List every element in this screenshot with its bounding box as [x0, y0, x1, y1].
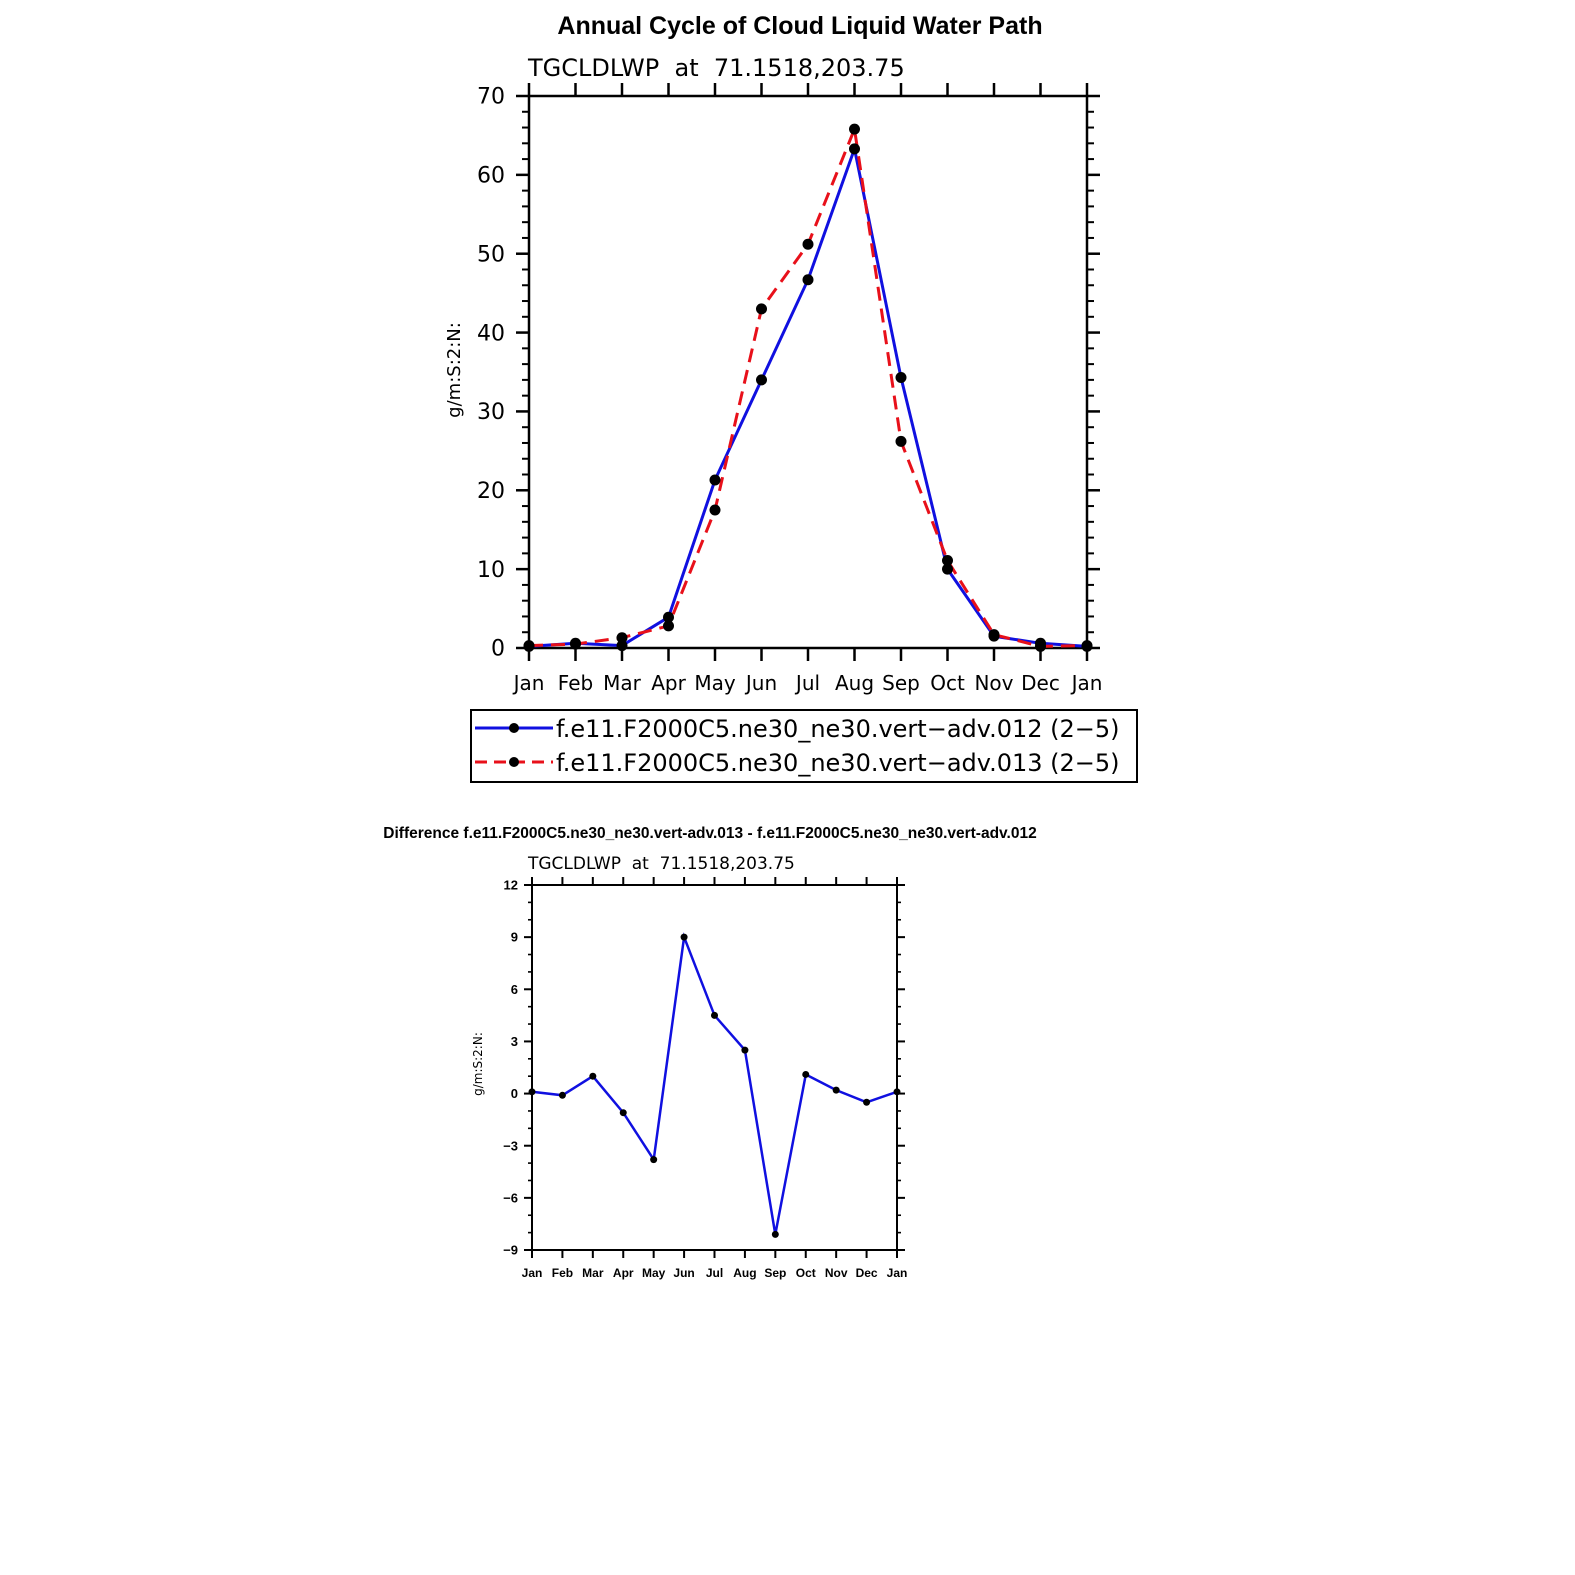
- bottom-chart-series-1-point: [863, 1099, 870, 1106]
- top-chart-series-1-point: [710, 475, 721, 486]
- top-chart-y-tick-label: 50: [477, 242, 505, 268]
- top-chart-x-tick-label: Apr: [651, 671, 686, 695]
- bottom-chart-x-tick-label: Dec: [855, 1266, 878, 1280]
- bottom-chart-y-tick-label: 3: [510, 1033, 518, 1049]
- bottom-chart-series-1-line: [532, 937, 897, 1234]
- top-chart-series-2-point: [617, 632, 628, 643]
- top-chart-y-tick-label: 20: [477, 478, 505, 504]
- bottom-chart-series-1-point: [650, 1156, 657, 1163]
- bottom-chart-x-tick-label: Feb: [551, 1266, 574, 1280]
- bottom-chart-x-tick-label: Jan: [886, 1266, 908, 1280]
- top-chart-plot-area: [524, 124, 1093, 652]
- top-chart-series-1-line: [529, 149, 1087, 647]
- bottom-chart-y-tick-label: 0: [510, 1086, 518, 1102]
- top-chart-series-1-point: [803, 274, 814, 285]
- top-chart-series-2-point: [803, 239, 814, 250]
- bottom-chart-title: Difference f.e11.F2000C5.ne30_ne30.vert-adv.013 - f.e11.F2000C5.ne30_ne30.vert-adv.012: [383, 825, 1037, 842]
- bottom-chart-series-1-point: [589, 1073, 596, 1080]
- top-chart-series-2-point: [1082, 640, 1093, 651]
- top-chart-x-tick-label: Aug: [834, 671, 875, 695]
- bottom-chart-x-tick-label: Mar: [582, 1266, 604, 1280]
- bottom-chart-series-1-point: [529, 1088, 536, 1095]
- top-chart-x-tick-label: Nov: [974, 671, 1014, 695]
- top-chart-title: Annual Cycle of Cloud Liquid Water Path: [557, 12, 1043, 40]
- bottom-chart-frame: [532, 885, 897, 1250]
- bottom-chart-series-1-point: [802, 1071, 809, 1078]
- top-chart-y-tick-label: 30: [477, 400, 505, 426]
- top-chart-x-tick-label: Jan: [513, 671, 545, 695]
- top-chart-y-tick-label: 40: [477, 321, 505, 347]
- top-chart-series-2-point: [1035, 641, 1046, 652]
- bottom-chart-x-tick-label: Nov: [824, 1266, 848, 1280]
- top-chart-x-tick-label: Dec: [1021, 671, 1060, 695]
- top-chart-ylabel: g/m:S:2:N:: [444, 322, 465, 418]
- bottom-chart-y-tick-label: 9: [510, 929, 518, 945]
- bottom-chart-y-tick-label: 12: [503, 877, 518, 893]
- bottom-chart-plot-area: [529, 934, 901, 1238]
- top-chart-series-2-point: [989, 629, 1000, 640]
- top-chart-series-1-point: [756, 374, 767, 385]
- top-chart-x-tick-label: Jun: [745, 671, 778, 695]
- bottom-chart-series-1-point: [772, 1231, 779, 1238]
- bottom-chart-series-1-point: [559, 1092, 566, 1099]
- top-chart-y-tick-label: 60: [477, 163, 505, 189]
- legend-label-series-1: f.e11.F2000C5.ne30_ne30.vert−adv.012 (2−5): [556, 715, 1120, 743]
- bottom-chart-x-tick-label: Aug: [733, 1266, 757, 1280]
- top-chart-axes: [477, 83, 1102, 695]
- top-chart-frame: [529, 96, 1087, 648]
- top-chart-y-tick-label: 70: [477, 84, 505, 110]
- bottom-chart-x-tick-label: Oct: [795, 1266, 816, 1280]
- top-chart-series-2-point: [663, 620, 674, 631]
- top-chart-x-tick-label: Jul: [795, 671, 821, 695]
- bottom-chart-axes: [503, 877, 907, 1280]
- bottom-chart-series-1-point: [833, 1087, 840, 1094]
- top-chart-x-tick-label: Feb: [557, 671, 594, 695]
- top-chart-x-tick-label: Jan: [1071, 671, 1103, 695]
- bottom-chart-x-tick-label: Apr: [612, 1266, 634, 1280]
- bottom-chart-series-1-point: [894, 1088, 901, 1095]
- top-chart-subtitle: TGCLDLWP at 71.1518,203.75: [528, 54, 905, 82]
- top-chart-series-2-point: [942, 555, 953, 566]
- top-chart-series-2-point: [756, 303, 767, 314]
- bottom-chart-y-tick-label: 6: [510, 981, 518, 997]
- bottom-chart-ylabel: g/m:S:2:N:: [471, 1032, 485, 1096]
- top-chart-series-2-point: [896, 436, 907, 447]
- top-chart-series-2-point: [710, 505, 721, 516]
- bottom-chart-y-tick-label: −9: [503, 1242, 518, 1258]
- top-chart-series-2-point: [524, 640, 535, 651]
- bottom-chart-x-tick-label: Jun: [673, 1266, 695, 1280]
- legend-label-series-2: f.e11.F2000C5.ne30_ne30.vert−adv.013 (2−5): [556, 749, 1120, 777]
- bottom-chart-x-tick-label: May: [641, 1266, 666, 1280]
- top-chart-x-tick-label: Oct: [930, 671, 965, 695]
- bottom-chart-x-tick-label: Jul: [705, 1266, 724, 1280]
- top-chart-series-2-point: [570, 639, 581, 650]
- bottom-chart-series-1-point: [681, 934, 688, 941]
- top-chart-x-tick-label: Mar: [603, 671, 641, 695]
- bottom-chart-x-tick-label: Sep: [764, 1266, 787, 1280]
- legend-marker-series-1: [509, 723, 519, 733]
- top-chart-series-2-line: [529, 129, 1087, 646]
- bottom-chart-series-1-point: [711, 1012, 718, 1019]
- bottom-chart-series-1-point: [620, 1109, 627, 1116]
- top-chart-legend: [471, 710, 1137, 782]
- top-chart-x-tick-label: May: [694, 671, 736, 695]
- legend-marker-series-2: [509, 757, 519, 767]
- bottom-chart-y-tick-label: −3: [503, 1138, 518, 1154]
- top-chart-series-1-point: [896, 372, 907, 383]
- bottom-chart-series-1-point: [741, 1047, 748, 1054]
- top-chart-series-1-point: [849, 143, 860, 154]
- bottom-chart-y-tick-label: −6: [503, 1190, 518, 1206]
- top-chart-y-tick-label: 0: [491, 636, 505, 662]
- bottom-chart-x-tick-label: Jan: [521, 1266, 543, 1280]
- top-chart-y-tick-label: 10: [477, 557, 505, 583]
- top-chart-x-tick-label: Sep: [882, 671, 920, 695]
- top-chart-series-2-point: [849, 124, 860, 135]
- bottom-chart-subtitle: TGCLDLWP at 71.1518,203.75: [528, 854, 795, 874]
